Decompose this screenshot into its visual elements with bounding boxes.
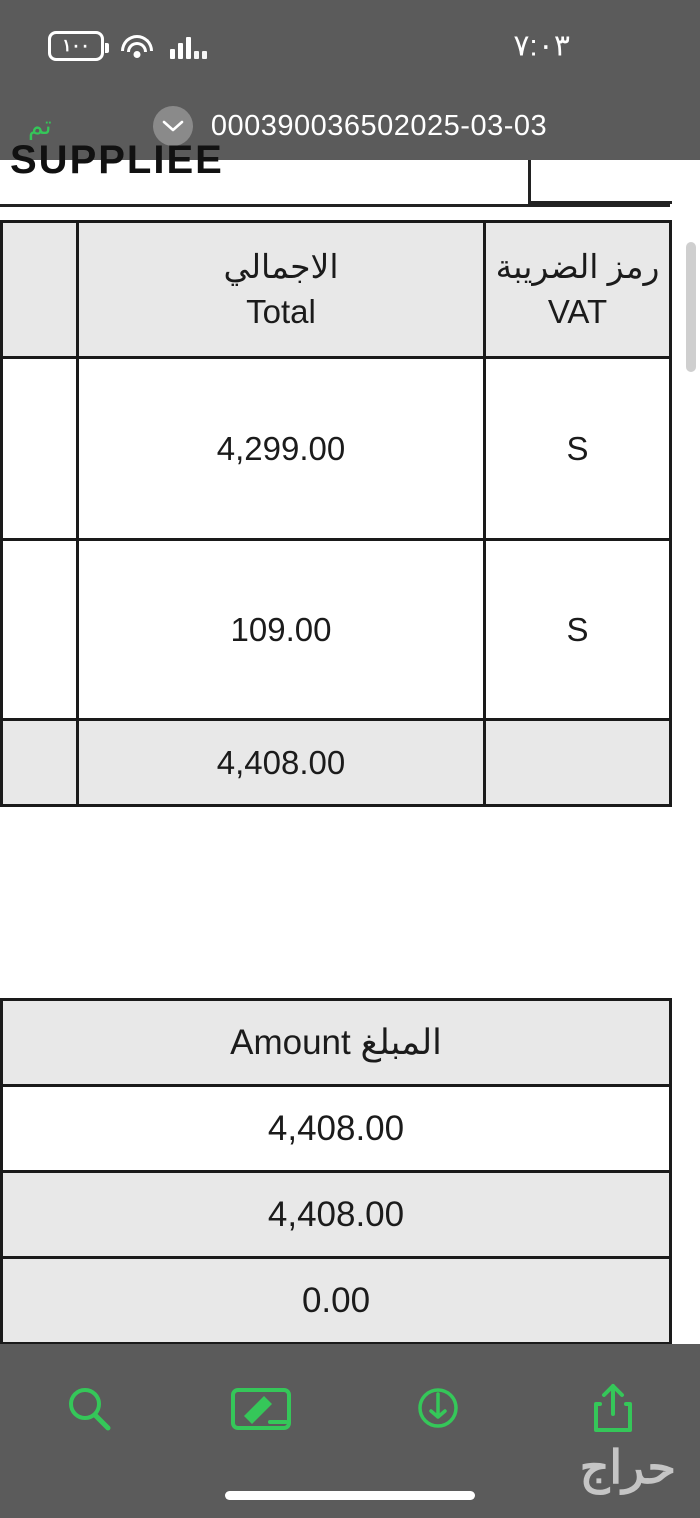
amount-row [2, 1172, 671, 1258]
amount-value: 4,408.00 [2, 1086, 671, 1172]
header-cell-total [78, 222, 485, 358]
header-vat-ar: رمز الضريبة [495, 248, 660, 285]
amount-row [2, 1086, 671, 1172]
done-button[interactable]: تم [28, 112, 52, 140]
search-icon[interactable] [46, 1373, 130, 1443]
amount-value: 0.00 [2, 1258, 671, 1344]
row-cell-vat: S [485, 540, 671, 720]
invoice-table-container [0, 220, 672, 807]
document-title: 000390036502025-03-03 [210, 109, 548, 142]
clipped-supplier-text: SUPPLIEE [10, 138, 224, 182]
table-row [2, 358, 671, 540]
status-time: ٧:٠٣ [513, 29, 570, 63]
home-indicator[interactable] [225, 1491, 475, 1500]
document-viewer[interactable] [0, 138, 700, 1344]
markup-icon[interactable] [221, 1373, 305, 1443]
bottom-toolbar [0, 1344, 700, 1493]
amount-value: 4,408.00 [2, 1172, 671, 1258]
total-cell-total: 4,408.00 [78, 720, 485, 806]
amount-header-ar: المبلغ [360, 1022, 442, 1062]
amount-header-row [2, 1000, 671, 1086]
row-cell-total: 109.00 [78, 540, 485, 720]
amount-row [2, 1258, 671, 1344]
battery-level-label: ١٠٠ [62, 36, 90, 55]
clipped-header-row [0, 138, 700, 216]
status-left-group [48, 31, 207, 61]
clipped-header-rule [0, 204, 670, 207]
share-icon[interactable] [571, 1373, 655, 1443]
status-bar [0, 0, 700, 92]
row-cell-left [2, 358, 78, 540]
header-vat-en: VAT [547, 292, 608, 330]
table-total-row [2, 720, 671, 806]
cellular-signal-icon [170, 33, 207, 59]
row-cell-vat: S [485, 358, 671, 540]
invoice-table [0, 220, 672, 807]
total-cell-left [2, 720, 78, 806]
header-cell-left [2, 222, 78, 358]
header-total-ar: الاجمالي [223, 248, 339, 285]
table-row [2, 540, 671, 720]
header-total-en: Total [246, 292, 316, 330]
row-cell-left [2, 540, 78, 720]
total-cell-vat [485, 720, 671, 806]
amount-header-en: Amount [230, 1022, 351, 1062]
battery-icon [48, 31, 104, 61]
amount-header-label [2, 1000, 671, 1086]
row-cell-total: 4,299.00 [78, 358, 485, 540]
wifi-icon [120, 33, 154, 59]
clipped-header-cell [528, 160, 672, 204]
annotate-icon[interactable] [396, 1373, 480, 1443]
watermark-logo: حراج [579, 1441, 676, 1493]
table-header-row [2, 222, 671, 358]
vertical-scrollbar[interactable] [686, 242, 696, 372]
header-cell-vat [485, 222, 671, 358]
